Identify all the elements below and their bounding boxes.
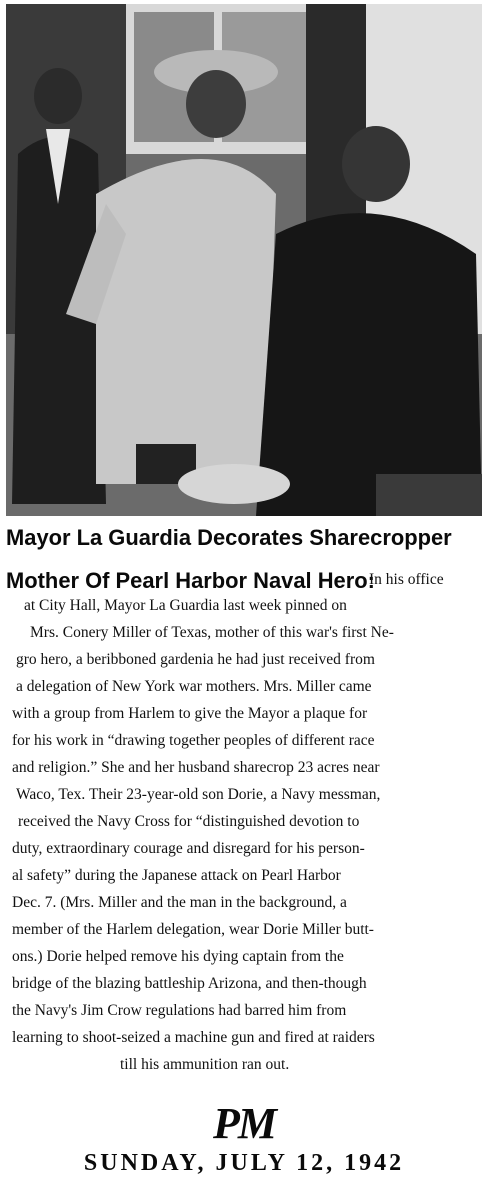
body-line: at City Hall, Mayor La Guardia last week pinned on [24, 597, 347, 614]
body-line: Waco, Tex. Their 23-year-old son Dorie, a Navy messman, [16, 786, 381, 803]
body-line: gro hero, a beribboned gardenia he had just received from [16, 651, 375, 668]
headline-line-1: Mayor La Guardia Decorates Sharecropper [6, 525, 452, 550]
body-line: learning to shoot-seized a machine gun and fired at raiders [12, 1029, 375, 1046]
masthead-logo: PM [213, 1099, 275, 1148]
headline-line-2: Mother Of Pearl Harbor Naval Hero: [6, 568, 375, 593]
body-line: bridge of the blazing battleship Arizona, and then-though [12, 975, 367, 992]
body-line: member of the Harlem delegation, wear Dorie Miller butt- [12, 921, 374, 938]
body-line: In his office [369, 571, 444, 588]
body-line: ons.) Dorie helped remove his dying captain from the [12, 948, 344, 965]
body-line: duty, extraordinary courage and disregard for his person- [12, 840, 365, 857]
body-line: Dec. 7. (Mrs. Miller and the man in the background, a [12, 894, 347, 911]
body-line: till his ammunition ran out. [120, 1056, 290, 1073]
news-photo [6, 4, 482, 516]
photo-illustration [6, 4, 482, 516]
body-line: and religion.” She and her husband sharecrop 23 acres near [12, 759, 380, 776]
dateline: SUNDAY, JULY 12, 1942 [83, 1150, 405, 1176]
body-line: Mrs. Conery Miller of Texas, mother of this war's first Ne- [30, 624, 394, 641]
body-line: with a group from Harlem to give the Mayor a plaque for [12, 705, 368, 722]
body-line: for his work in “drawing together peoples of different race [12, 732, 375, 749]
body-line: received the Navy Cross for “distinguished devotion to [18, 813, 360, 830]
body-line: the Navy's Jim Crow regulations had barred him from [12, 1002, 347, 1019]
body-line: al safety” during the Japanese attack on Pearl Harbor [12, 867, 341, 884]
body-line: a delegation of New York war mothers. Mrs. Miller came [16, 678, 372, 695]
